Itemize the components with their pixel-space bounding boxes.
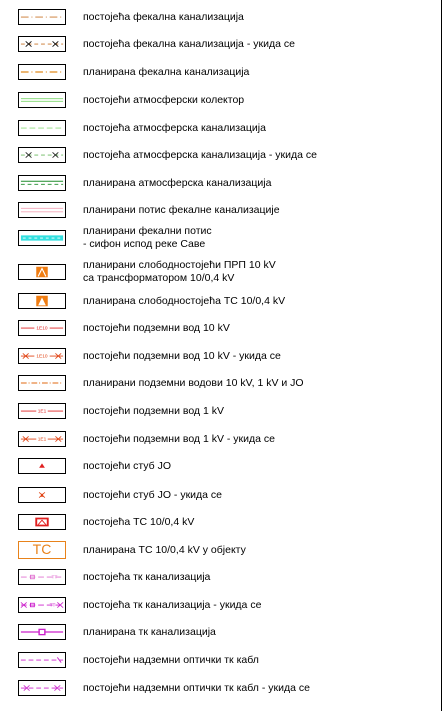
svg-text:ТТ: ТТ	[51, 574, 58, 580]
legend-item-label: планирана слободностојећа ТС 10/0,4 kV	[83, 294, 286, 307]
legend-item	[0, 569, 441, 591]
legend-item-label: постојећа тк канализација - укида се	[83, 598, 262, 611]
cable-10kv-line-icon	[18, 320, 66, 336]
legend-item-label: планирана атмосферска канализација	[83, 176, 272, 189]
legend-item	[0, 403, 441, 425]
legend-item-label: постојећа тк канализација	[83, 570, 211, 583]
legend-item-label: постојећа атмосферска канализација	[83, 121, 266, 134]
existing-sewer-line-icon	[18, 9, 66, 25]
legend-item	[0, 541, 441, 565]
legend-item-label: постојећи надземни оптички тк кабл - укида се	[83, 681, 310, 694]
legend-item	[0, 458, 441, 480]
legend-item-label: планирана фекална канализација	[83, 65, 250, 78]
legend-item-label: постојећи надземни оптички тк кабл	[83, 653, 259, 666]
legend-item-label: постојећи стуб ЈО	[83, 459, 171, 472]
existing-sewer-removed-line-icon	[18, 36, 66, 52]
existing-storm-sewer-line-icon	[18, 120, 66, 136]
legend-item	[0, 293, 441, 315]
planned-telecom-duct-line-icon	[18, 624, 66, 640]
svg-text:1E10: 1E10	[36, 353, 48, 359]
telecom-duct-line-icon	[18, 569, 66, 585]
legend-item	[0, 652, 441, 674]
svg-text:1E1: 1E1	[37, 436, 47, 442]
legend-item	[0, 624, 441, 646]
legend-item	[0, 348, 441, 370]
legend-item-label: постојећи стуб ЈО - укида се	[83, 488, 223, 501]
legend-item-label: постојећи подземни вод 1 kV	[83, 404, 224, 417]
legend-border	[441, 0, 442, 711]
legend-item	[0, 120, 441, 142]
legend-item	[0, 597, 441, 619]
legend-item-label: планирани потис фекалне канализације	[83, 203, 280, 216]
svg-text:ТТ: ТТ	[49, 602, 56, 608]
existing-storm-collector-line-icon	[18, 92, 66, 108]
legend-item	[0, 147, 441, 169]
legend-item-label: постојећа ТС 10/0,4 kV	[83, 515, 195, 528]
legend-item-label: постојећа фекална канализација	[83, 10, 244, 23]
svg-text:1E1: 1E1	[37, 408, 47, 414]
fiber-cable-line-icon	[18, 652, 66, 668]
legend-item-label: планирани слободностојећи ПРП 10 kV са трансформатором 10/0,4 kV	[83, 259, 276, 284]
telecom-duct-removed-line-icon	[18, 597, 66, 613]
legend-item-label: постојећа атмосферска канализација - укида се	[83, 148, 317, 161]
existing-storm-sewer-removed-line-icon	[18, 147, 66, 163]
legend-item-label: планирани подземни водови 10 kV, 1 kV и ЈО	[83, 376, 304, 389]
cable-1kv-line-icon	[18, 403, 66, 419]
planned-siphon-line-icon	[18, 230, 66, 246]
planned-storm-sewer-line-icon	[18, 175, 66, 191]
legend-item	[0, 64, 441, 86]
legend-item	[0, 320, 441, 342]
legend-item	[0, 92, 441, 114]
planned-substation-box	[18, 541, 66, 559]
transformer-station-icon	[18, 264, 66, 280]
legend-item-label: постојећи атмосферски колектор	[83, 93, 245, 106]
legend-item	[0, 680, 441, 702]
lamp-post-icon	[18, 458, 66, 474]
planned-pressure-sewer-line-icon	[18, 202, 66, 218]
planned-sewer-line-icon	[18, 64, 66, 80]
legend-item-label: постојећи подземни вод 10 kV - укида се	[83, 349, 281, 362]
legend-item-label: планирани фекални потис - сифон испод реке Саве	[83, 225, 212, 250]
cable-10kv-removed-line-icon	[18, 348, 66, 364]
legend-item	[0, 514, 441, 536]
legend-item	[0, 259, 441, 286]
svg-text:1E10: 1E10	[36, 325, 48, 331]
planned-cable-line-icon	[18, 375, 66, 391]
cable-1kv-removed-line-icon	[18, 431, 66, 447]
legend-item	[0, 175, 441, 197]
existing-substation-icon	[18, 514, 66, 530]
legend-item	[0, 487, 441, 509]
legend-item-label: постојећи подземни вод 10 kV	[83, 321, 230, 334]
fiber-cable-removed-line-icon	[18, 680, 66, 696]
legend-item-label: планирана тк канализација	[83, 625, 216, 638]
legend-item-label: постојећа фекална канализација - укида се	[83, 37, 295, 50]
legend-item	[0, 202, 441, 224]
legend-item-label: постојећи подземни вод 1 kV - укида се	[83, 432, 275, 445]
substation-icon	[18, 293, 66, 309]
legend-item	[0, 36, 441, 58]
legend-item	[0, 375, 441, 397]
legend-item-label: планирана ТС 10/0,4 kV у објекту	[83, 543, 246, 556]
legend-item	[0, 225, 441, 252]
legend-item	[0, 431, 441, 453]
lamp-post-removed-icon	[18, 487, 66, 503]
legend-item	[0, 9, 441, 31]
substation-box-label: ТС	[32, 541, 52, 557]
